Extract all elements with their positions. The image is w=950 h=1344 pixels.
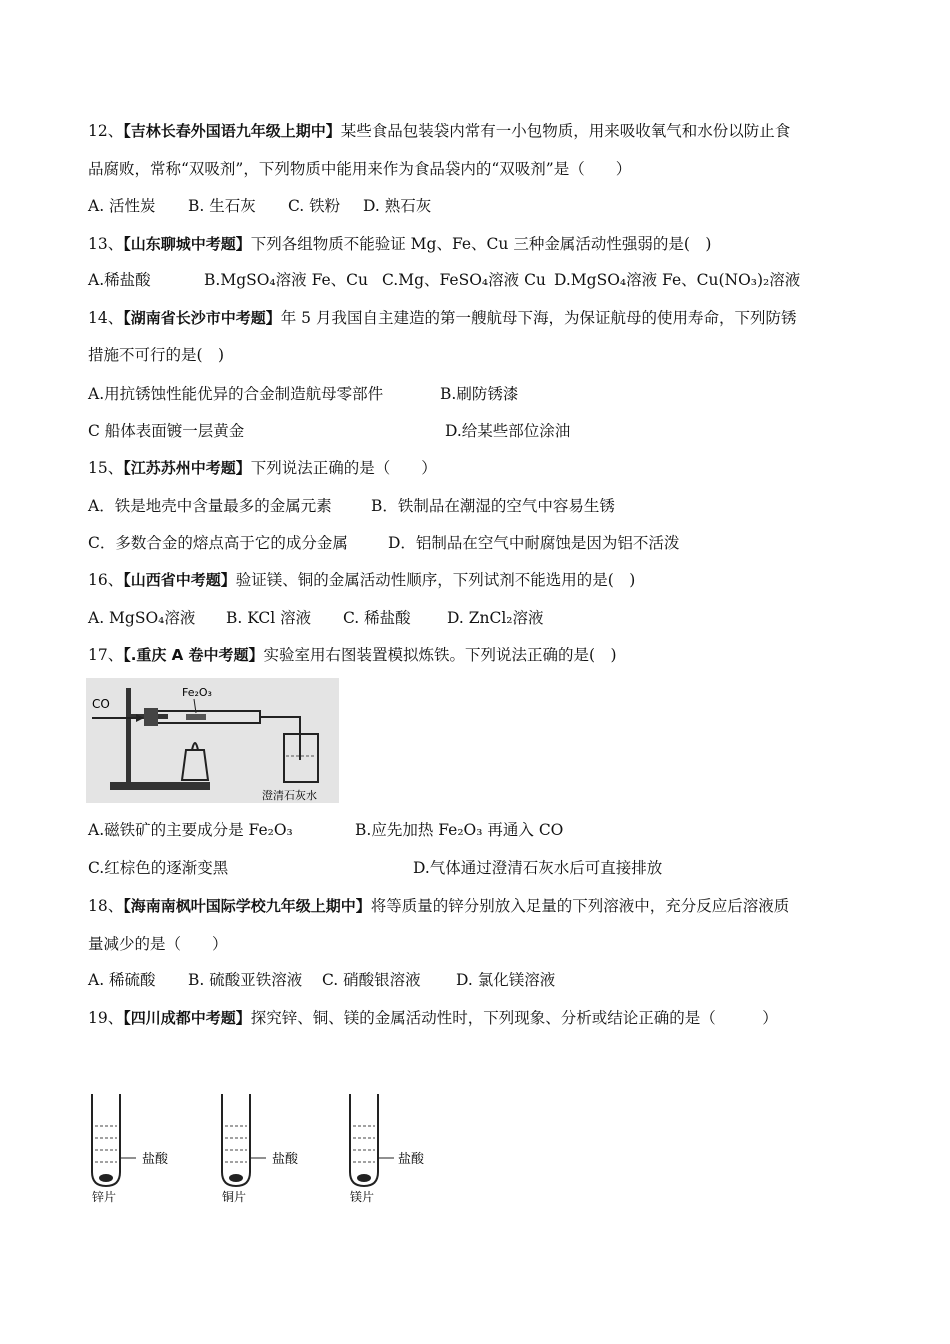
- question-16-line-1: [88, 570, 635, 590]
- acid-label-3: 盐酸: [398, 1152, 425, 1167]
- q18-option-b: B. 硫酸亚铁溶液: [188, 971, 303, 989]
- question-14-line-1: [88, 308, 796, 328]
- flame: [192, 743, 198, 750]
- question-source: 【江苏苏州中考题】: [123, 459, 251, 477]
- tube-label-copper: 铜片: [222, 1190, 247, 1204]
- outlet-tube: [260, 717, 300, 760]
- q16-option-d: D. ZnCl₂溶液: [447, 609, 544, 627]
- question-source: 【.重庆 A 卷中考题】: [123, 646, 264, 664]
- question-source: 【吉林长春外国语九年级上期中】: [123, 122, 341, 140]
- q16-option-c: C. 稀盐酸: [343, 609, 411, 627]
- question-number: 17、: [88, 646, 124, 664]
- q18-option-a: A. 稀硫酸: [88, 971, 156, 989]
- question-source: 【四川成都中考题】: [123, 1009, 251, 1027]
- question-19-line-1: [88, 1008, 778, 1028]
- question-17-line-1: [88, 645, 617, 665]
- test-tube-zinc: [92, 1094, 136, 1186]
- stand-base: [110, 782, 210, 790]
- q14-option-a: A.用抗锈蚀性能优异的合金制造航母零部件: [88, 385, 384, 403]
- q17-option-a: A.磁铁矿的主要成分是 Fe₂O₃: [88, 821, 293, 839]
- question-text: 年 5 月我国自主建造的第一艘航母下海，为保证航母的使用寿命，下列防锈: [280, 309, 797, 327]
- q15-option-c: C．多数合金的熔点高于它的成分金属: [88, 534, 348, 552]
- question-number: 19、: [88, 1009, 124, 1027]
- tube-label-magnesium: 镁片: [350, 1190, 375, 1204]
- question-source: 【海南南枫叶国际学校九年级上期中】: [123, 897, 371, 915]
- alcohol-lamp: [182, 750, 208, 780]
- label-limewater: 澄清石灰水: [262, 789, 317, 802]
- question-number: 12、: [88, 122, 124, 140]
- question-text: 探究锌、铜、镁的金属活动性时，下列现象、分析或结论正确的是（ ）: [250, 1009, 778, 1027]
- apparatus-drawing: [86, 678, 339, 803]
- q13-option-b: B.MgSO₄溶液 Fe、Cu: [204, 271, 368, 289]
- q15-option-d: D．铝制品在空气中耐腐蚀是因为铝不活泼: [388, 534, 680, 552]
- acid-label-1: 盐酸: [142, 1152, 169, 1167]
- q18-option-d: D. 氯化镁溶液: [456, 971, 556, 989]
- label-co: CO: [92, 697, 110, 711]
- question-12-line-1: [88, 121, 790, 141]
- test-tube-copper: [222, 1094, 266, 1186]
- stopper: [144, 708, 158, 726]
- question-number: 13、: [88, 235, 124, 253]
- question-18-line-2: 量减少的是（ ）: [88, 935, 228, 953]
- q13-option-a: A.稀盐酸: [88, 271, 151, 289]
- stand-rod: [126, 688, 131, 784]
- q12-option-a: A. 活性炭: [88, 197, 156, 215]
- question-source: 【山西省中考题】: [123, 571, 236, 589]
- q14-option-d: D.给某些部位涂油: [445, 422, 571, 440]
- q15-option-a: A．铁是地壳中含量最多的金属元素: [88, 497, 332, 515]
- question-14-line-2: 措施不可行的是( ): [88, 346, 225, 364]
- q13-option-c: C.Mg、FeSO₄溶液 Cu: [382, 271, 546, 289]
- q16-option-a: A. MgSO₄溶液: [88, 609, 196, 627]
- q12-option-b: B. 生石灰: [188, 197, 256, 215]
- question-number: 18、: [88, 897, 124, 915]
- q13-option-d: D.MgSO₄溶液 Fe、Cu(NO₃)₂溶液: [554, 271, 801, 289]
- question-18-line-1: [88, 896, 789, 916]
- q14-option-c: C 船体表面镀一层黄金: [88, 422, 245, 440]
- question-text: 将等质量的锌分别放入足量的下列溶液中，充分反应后溶液质: [370, 897, 790, 915]
- label-fe2o3: Fe₂O₃: [182, 686, 212, 699]
- q12-option-d: D. 熟石灰: [363, 197, 432, 215]
- test-tube-magnesium: [350, 1094, 394, 1186]
- test-tubes-drawing: [88, 1090, 448, 1205]
- q18-option-c: C. 硝酸银溶液: [322, 971, 421, 989]
- q17-option-c: C.红棕色的逐渐变黑: [88, 859, 229, 877]
- test-tubes-figure: [88, 1090, 448, 1205]
- acid-label-2: 盐酸: [272, 1152, 299, 1167]
- question-source: 【湖南省长沙市中考题】: [123, 309, 281, 327]
- question-number: 16、: [88, 571, 124, 589]
- question-text: 实验室用右图装置模拟炼铁。下列说法正确的是( ): [263, 646, 617, 664]
- question-text: 下列各组物质不能验证 Mg、Fe、Cu 三种金属活动性强弱的是( ): [250, 235, 712, 253]
- q17-option-b: B.应先加热 Fe₂O₃ 再通入 CO: [355, 821, 564, 839]
- question-text: 验证镁、铜的金属活动性顺序，下列试剂不能选用的是( ): [235, 571, 636, 589]
- iron-smelting-apparatus-figure: [86, 678, 339, 803]
- q16-option-b: B. KCl 溶液: [226, 609, 312, 627]
- fe2o3-sample: [186, 714, 206, 720]
- q12-option-c: C. 铁粉: [288, 197, 341, 215]
- q14-option-b: B.刷防锈漆: [440, 385, 519, 403]
- question-text: 某些食品包装袋内常有一小包物质，用来吸收氧气和水份以防止食: [340, 122, 791, 140]
- q17-option-d: D.气体通过澄清石灰水后可直接排放: [413, 859, 663, 877]
- question-15-line-1: [88, 458, 437, 478]
- question-text: 下列说法正确的是（ ）: [250, 459, 437, 477]
- q15-option-b: B．铁制品在潮湿的空气中容易生锈: [371, 497, 615, 515]
- tube-label-zinc: 锌片: [92, 1190, 117, 1204]
- question-number: 15、: [88, 459, 124, 477]
- question-12-line-2: 品腐败，常称“双吸剂”，下列物质中能用来作为食品袋内的“双吸剂”是（ ）: [88, 160, 632, 178]
- question-source: 【山东聊城中考题】: [123, 235, 251, 253]
- question-number: 14、: [88, 309, 124, 327]
- question-13-line-1: [88, 234, 711, 254]
